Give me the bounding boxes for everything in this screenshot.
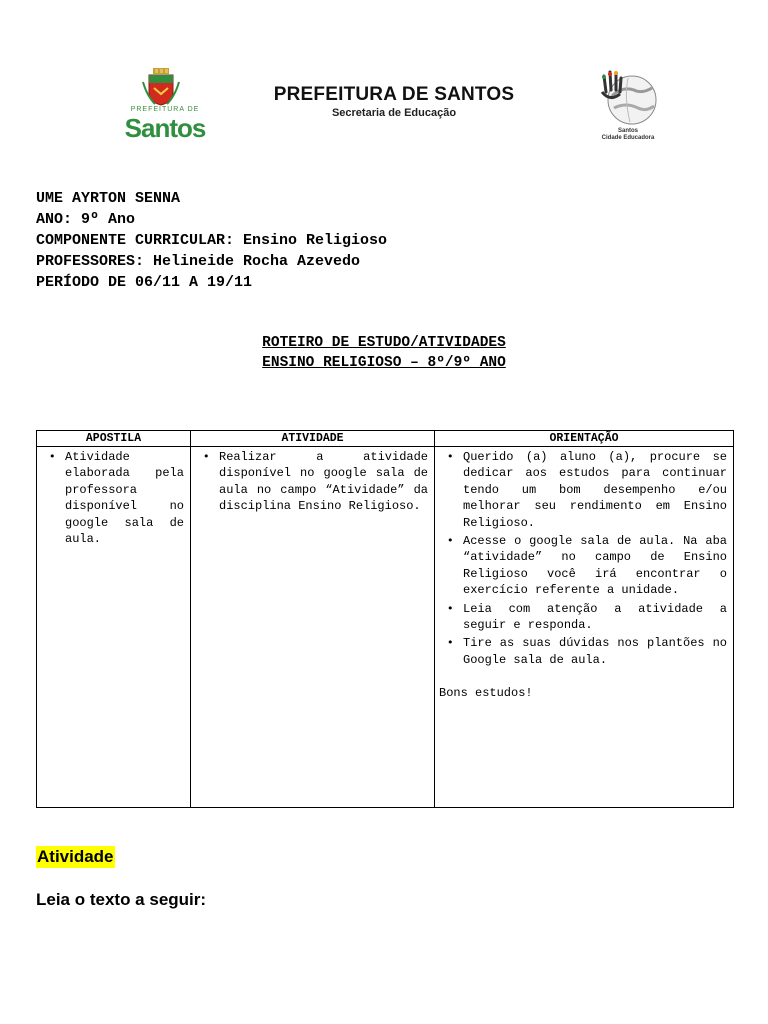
header-title-block [262,84,526,119]
santos-coat-of-arms-icon [141,68,181,106]
page-subtitle: Secretaria de Educação [331,107,457,119]
header-apostila: APOSTILA [37,431,191,447]
list-item: • Leia com atenção a atividade a seguir e responda. [439,601,727,634]
logo-caption-line1: Santos [617,128,638,134]
list-item: • Atividade elaborada pela professora disponível no google sala de aula. [41,449,184,547]
logo-top-text: PREFEITURA DE [130,106,200,113]
grade: ANO: 9º Ano [36,211,136,228]
prefeitura-santos-logo [110,66,220,143]
closing-text: Bons estudos! [439,686,533,701]
table-row [37,447,734,808]
school-name: UME AYRTON SENNA [36,190,181,207]
header-orientacao: ORIENTAÇÃO [435,431,734,447]
cell-orientacao [435,447,734,808]
table-header-row [37,431,734,447]
activities-table [36,430,734,808]
roteiro-line1: ROTEIRO DE ESTUDO/ATIVIDADES [262,335,506,351]
logo-name: Santos [124,113,206,143]
cell-atividade [191,447,435,808]
list-item: • Querido (a) aluno (a), procure se dedicar aos estudos para continuar tendo um bom desempenho e/ou melhorar seu rendimento em Ensino Religioso. [439,449,727,531]
section-heading: Atividade [37,847,114,866]
info-block [36,188,387,293]
page-title: PREFEITURA DE SANTOS [273,84,515,105]
list-item: • Acesse o google sala de aula. Na aba “atividade” no campo de Ensino Religioso você irá encontrar o exercício referente a unidade. [439,533,727,599]
period: PERÍODO DE 06/11 A 19/11 [36,274,253,291]
roteiro-title [0,333,768,373]
section-instruction: Leia o texto a seguir: [36,890,207,909]
subject: COMPONENTE CURRICULAR: Ensino Religioso [36,232,388,249]
globe-hand-icon [590,68,666,128]
list-item: • Realizar a atividade disponível no google sala de aula no campo “Atividade” da disciplina Ensino Religioso. [195,449,428,515]
teachers: PROFESSORES: Helineide Rocha Azevedo [36,253,361,270]
cell-apostila [37,447,191,808]
list-item: • Tire as suas dúvidas nos plantões no Google sala de aula. [439,635,727,668]
logo-caption-line2: Cidade Educadora [601,135,655,141]
cidade-educadora-logo [590,68,666,146]
roteiro-line2: ENSINO RELIGIOSO – 8º/9º ANO [262,355,506,371]
logo-caption [590,128,666,142]
header-atividade: ATIVIDADE [191,431,435,447]
